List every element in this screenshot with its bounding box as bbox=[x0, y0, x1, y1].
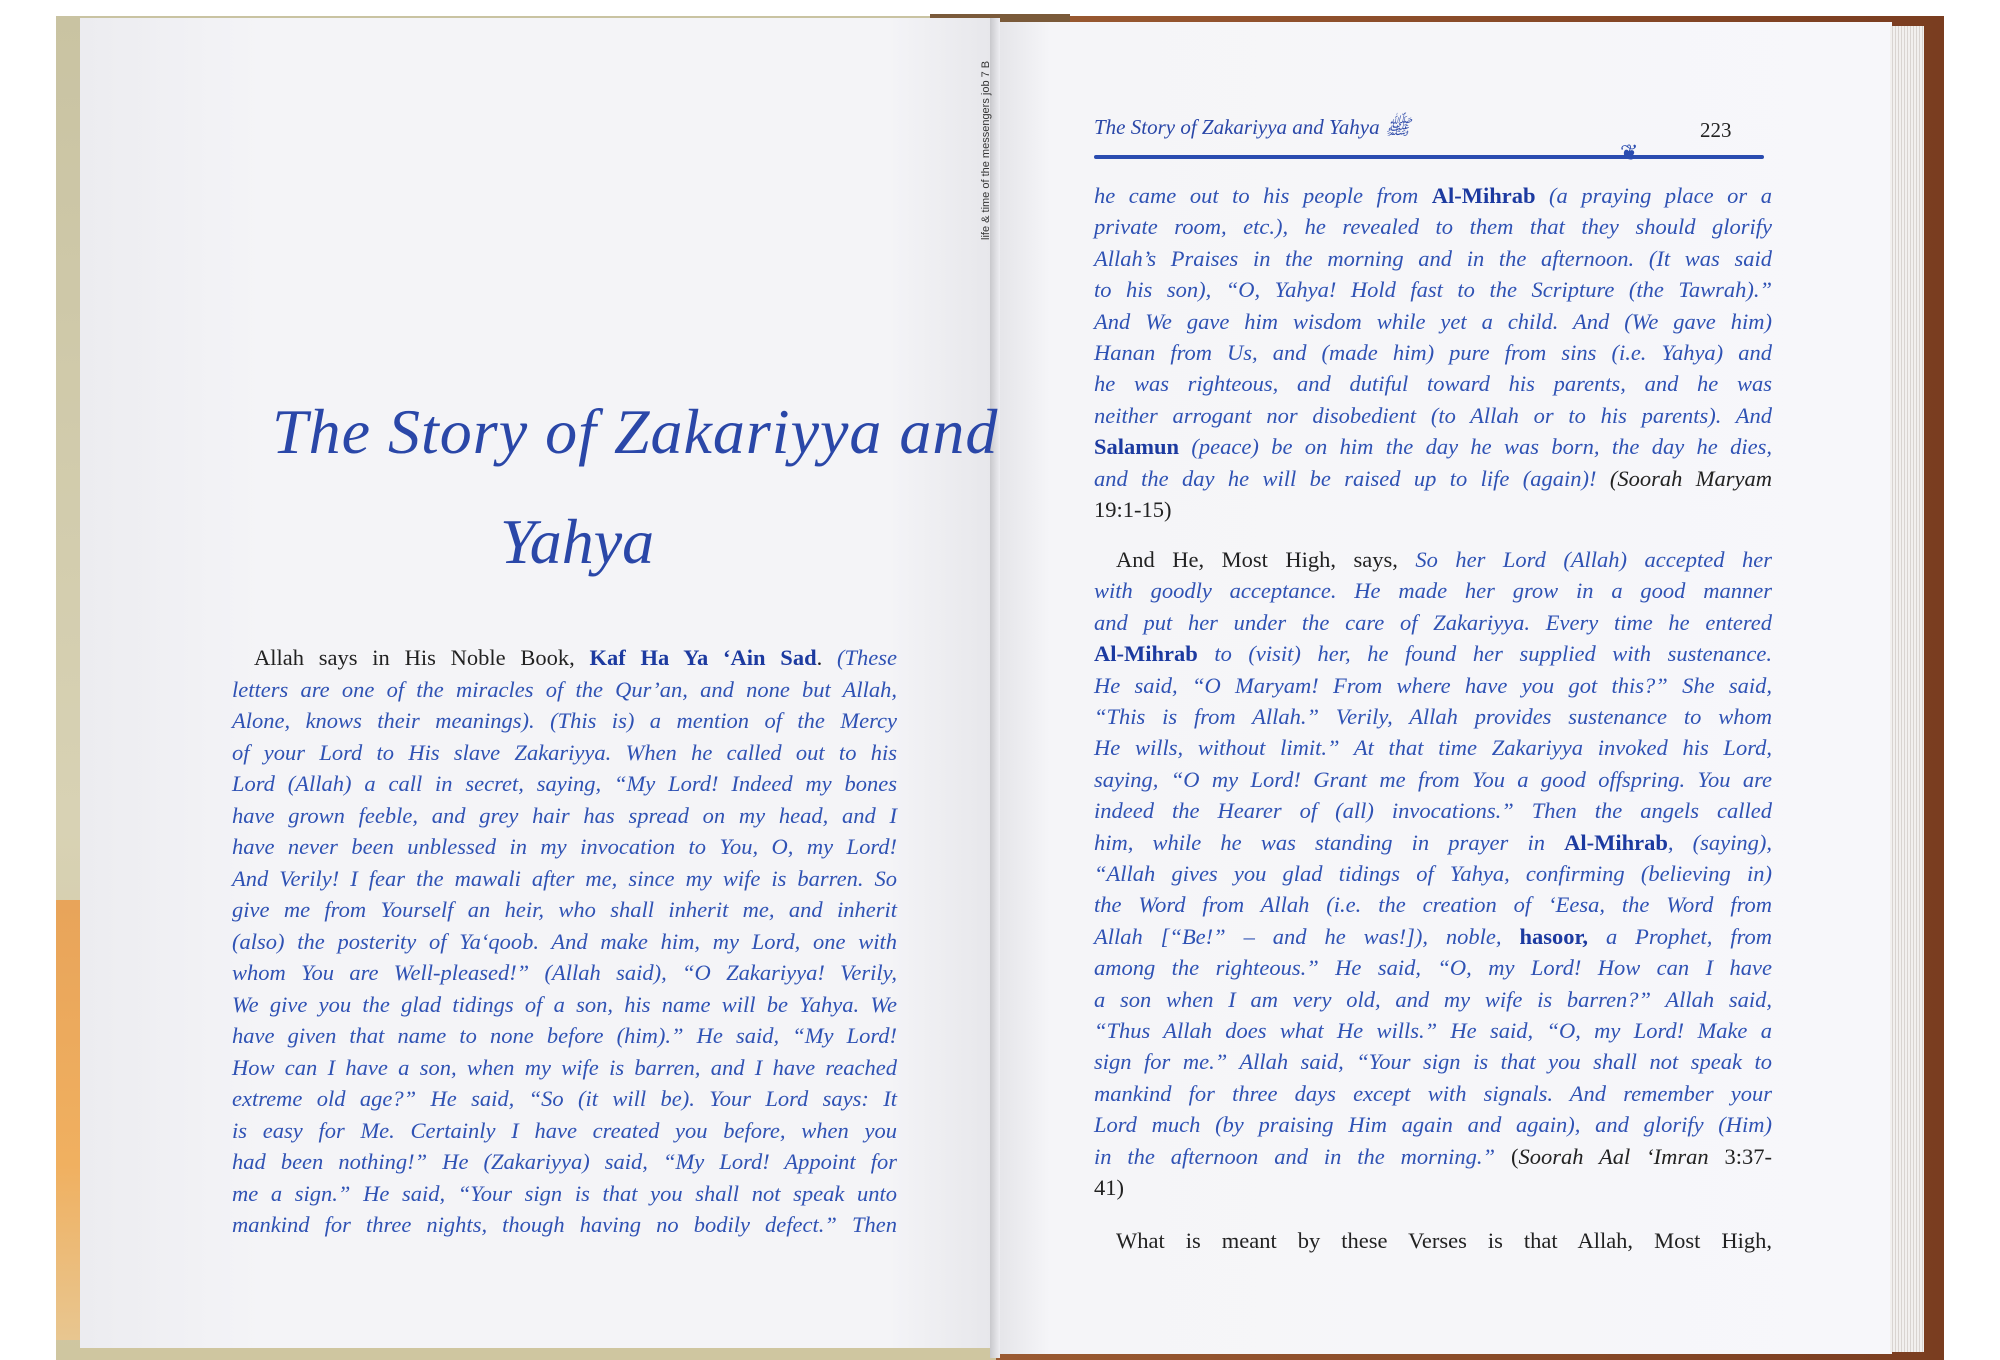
text-line bbox=[1094, 181, 1772, 211]
chapter-title-line2: Yahya bbox=[500, 506, 655, 577]
text-line bbox=[1094, 702, 1772, 732]
text-run: a Prophet, from bbox=[1588, 923, 1773, 949]
page-number: 223 bbox=[1700, 118, 1732, 142]
text-run: indeed the Hearer of (all) invocations.” Then the angels called bbox=[1094, 798, 1772, 824]
text-run: he was righteous, and dutiful toward his parents, and he was bbox=[1094, 371, 1772, 397]
gutter-print-note: life & time of the messengers job 7 B bbox=[980, 60, 992, 240]
bold-term: hasoor, bbox=[1519, 923, 1589, 949]
bold-term: Al-Mihrab bbox=[1431, 183, 1536, 208]
text-line bbox=[1094, 1173, 1772, 1203]
text-line bbox=[1094, 859, 1772, 889]
text-run: (peace) be on him the day he was born, the day he dies, bbox=[1179, 434, 1772, 460]
text-line bbox=[1094, 307, 1772, 337]
text-line bbox=[232, 1053, 897, 1083]
text-run: He wills, without limit.” At that time Zakariyya invoked his Lord, bbox=[1094, 735, 1772, 761]
text-run: , (saying), bbox=[1667, 829, 1772, 855]
text-run: had been nothing!” He (Zakariyya) said, “My Lord! Appoint for bbox=[232, 1149, 897, 1174]
text-run: Lord much (by praising Him again and again), and glorify (Him) bbox=[1094, 1112, 1772, 1138]
text-line bbox=[1094, 765, 1772, 795]
text-run: 3:37- bbox=[1708, 1143, 1773, 1169]
bold-term: Salamun bbox=[1094, 434, 1180, 460]
text-line bbox=[232, 1210, 897, 1240]
text-run: Allah’s Praises in the morning and in the afternoon. (It was said bbox=[1094, 245, 1772, 271]
text-line bbox=[232, 643, 897, 673]
text-run: . bbox=[816, 645, 837, 670]
text-line bbox=[1094, 1226, 1772, 1256]
text-run: have never been unblessed in my invocation to You, O, my Lord! bbox=[232, 834, 897, 859]
book-cover-artwork bbox=[56, 900, 82, 1340]
text-run: mankind for three days except with signals. And remember your bbox=[1094, 1080, 1772, 1106]
text-line bbox=[1094, 464, 1772, 494]
text-run: with goodly acceptance. He made her grow in a good manner bbox=[1094, 578, 1772, 604]
text-line bbox=[1094, 1047, 1772, 1077]
text-run: What is meant by these Verses is that Allah, Most High, bbox=[1116, 1228, 1772, 1253]
text-line bbox=[232, 990, 897, 1020]
text-run: a son when I am very old, and my wife is barren?” Allah said, bbox=[1094, 986, 1772, 1012]
text-line bbox=[232, 675, 897, 705]
text-run: give me from Yourself an heir, who shall inherit me, and inherit bbox=[232, 897, 897, 922]
bold-term: Al-Mihrab bbox=[1094, 641, 1198, 667]
text-run: private room, etc.), he revealed to them that they should glorify bbox=[1094, 214, 1772, 240]
text-line bbox=[1094, 953, 1772, 983]
text-line bbox=[1094, 1142, 1772, 1172]
text-line bbox=[1094, 545, 1772, 575]
text-line bbox=[1094, 671, 1772, 701]
text-line bbox=[1094, 796, 1772, 826]
ornament-icon: ❦ bbox=[1620, 140, 1639, 165]
text-run: and the day he will be raised up to life (again)! bbox=[1094, 465, 1610, 491]
bold-term: Kaf Ha Ya ‘Ain Sad bbox=[589, 645, 817, 670]
text-line bbox=[1094, 985, 1772, 1015]
text-run: of your Lord to His slave Zakariyya. When he called out to his bbox=[232, 739, 897, 765]
text-run: letters are one of the miracles of the Qur’an, and none but Allah, bbox=[232, 676, 897, 702]
text-line bbox=[1094, 244, 1772, 274]
text-line bbox=[1094, 639, 1772, 669]
text-line bbox=[232, 895, 897, 925]
text-line bbox=[232, 1116, 897, 1146]
text-run: whom You are Well-pleased!” (Allah said), “O Zakariyya! Verily, bbox=[232, 960, 897, 985]
text-line bbox=[232, 1021, 897, 1051]
text-run: ( bbox=[1510, 1143, 1519, 1169]
text-run: sign for me.” Allah said, “Your sign is that you shall not speak to bbox=[1094, 1049, 1772, 1075]
text-run: (also) the posterity of Ya‘qoob. And make him, my Lord, one with bbox=[232, 928, 897, 954]
text-run: And We gave him wisdom while yet a child. And (We gave him) bbox=[1094, 308, 1772, 334]
text-line bbox=[1094, 401, 1772, 431]
text-line bbox=[232, 927, 897, 957]
text-line bbox=[232, 801, 897, 831]
text-run: to his son), “O, Yahya! Hold fast to the Scripture (the Tawrah).” bbox=[1094, 277, 1772, 303]
text-line bbox=[1094, 608, 1772, 638]
text-run: Hanan from Us, and (made him) pure from sins (i.e. Yahya) and bbox=[1094, 340, 1772, 365]
text-run: the Word from Allah (i.e. the creation of ‘Eesa, the Word from bbox=[1094, 892, 1772, 918]
text-run: neither arrogant nor disobedient (to Allah or to his parents). And bbox=[1094, 402, 1772, 428]
running-head: The Story of Zakariyya and Yahya ﷺ bbox=[1094, 115, 1411, 139]
text-run: him, while he was standing in prayer in bbox=[1094, 829, 1565, 855]
text-line bbox=[1094, 1110, 1772, 1140]
text-run: have given that name to none before (him).” He said, “My Lord! bbox=[232, 1023, 897, 1048]
text-line bbox=[1094, 212, 1772, 242]
text-run: (a praying place or a bbox=[1535, 183, 1772, 208]
text-run: saying, “O my Lord! Grant me from You a good offspring. You are bbox=[1094, 766, 1772, 792]
text-run: He said, “O Maryam! From where have you got this?” She said, bbox=[1094, 672, 1772, 698]
header-rule bbox=[1094, 155, 1764, 159]
text-run: Soorah Aal ‘Imran bbox=[1518, 1143, 1709, 1169]
text-run: Lord (Allah) a call in secret, saying, “My Lord! Indeed my bones bbox=[232, 771, 897, 796]
text-line bbox=[1094, 495, 1772, 525]
bold-term: Al-Mihrab bbox=[1564, 829, 1668, 855]
text-run: “This is from Allah.” Verily, Allah provides sustenance to whom bbox=[1094, 704, 1772, 729]
text-run: How can I have a son, when my wife is barren, and I have reached bbox=[232, 1054, 897, 1080]
text-line bbox=[1094, 733, 1772, 763]
text-line bbox=[1094, 890, 1772, 920]
text-line bbox=[1094, 576, 1772, 606]
text-line bbox=[232, 738, 897, 768]
text-run: So her Lord (Allah) accepted her bbox=[1415, 547, 1772, 572]
text-run: is easy for Me. Certainly I have created you before, when you bbox=[232, 1117, 897, 1143]
text-line bbox=[1094, 922, 1772, 952]
text-run: have grown feeble, and grey hair has spread on my head, and I bbox=[232, 802, 897, 828]
text-line bbox=[1094, 369, 1772, 399]
text-run: among the righteous.” He said, “O, my Lord! How can I have bbox=[1094, 955, 1772, 981]
text-run: Allah says in His Noble Book, bbox=[254, 645, 590, 670]
text-run: to (visit) her, he found her supplied with sustenance. bbox=[1197, 641, 1772, 667]
text-line bbox=[1094, 432, 1772, 462]
text-line bbox=[232, 832, 897, 862]
text-run: 19:1-15) bbox=[1094, 497, 1172, 522]
text-line bbox=[1094, 1016, 1772, 1046]
text-run: “Thus Allah does what He wills.” He said, “O, my Lord! Make a bbox=[1094, 1018, 1772, 1043]
text-line bbox=[1094, 828, 1772, 858]
text-line bbox=[232, 864, 897, 894]
text-line bbox=[232, 706, 897, 736]
text-run: Allah [“Be!” – and he was!]), noble, bbox=[1094, 923, 1520, 949]
text-line bbox=[232, 958, 897, 988]
text-run: in the afternoon and in the morning.” bbox=[1094, 1143, 1511, 1169]
text-line bbox=[1094, 1079, 1772, 1109]
text-run: Alone, knows their meanings). (This is) a mention of the Mercy bbox=[232, 708, 897, 733]
text-line bbox=[1094, 275, 1772, 305]
text-run: me a sign.” He said, “Your sign is that you shall not speak unto bbox=[232, 1180, 897, 1206]
text-run: “Allah gives you glad tidings of Yahya, confirming (believing in) bbox=[1094, 861, 1772, 886]
text-run: 41) bbox=[1094, 1175, 1124, 1200]
text-run: And He, Most High, says, bbox=[1116, 547, 1416, 572]
text-line bbox=[232, 1147, 897, 1177]
chapter-title: The Story of Zakariyya and bbox=[272, 396, 999, 467]
text-line bbox=[232, 1084, 897, 1114]
text-run: he came out to his people from bbox=[1094, 183, 1432, 208]
text-line bbox=[232, 1179, 897, 1209]
text-run: mankind for three nights, though having no bodily defect.” Then bbox=[232, 1212, 897, 1237]
text-run: We give you the glad tidings of a son, his name will be Yahya. We bbox=[232, 991, 897, 1017]
text-line bbox=[232, 769, 897, 799]
text-run: (These bbox=[837, 645, 897, 670]
text-run: And Verily! I fear the mawali after me, since my wife is barren. So bbox=[232, 865, 897, 891]
page-edges bbox=[1890, 26, 1924, 1352]
text-run: extreme old age?” He said, “So (it will be). Your Lord says: It bbox=[232, 1086, 897, 1111]
text-run: and put her under the care of Zakariyya. Every time he entered bbox=[1094, 609, 1772, 635]
text-run: (Soorah Maryam bbox=[1609, 465, 1773, 491]
text-line bbox=[1094, 338, 1772, 368]
